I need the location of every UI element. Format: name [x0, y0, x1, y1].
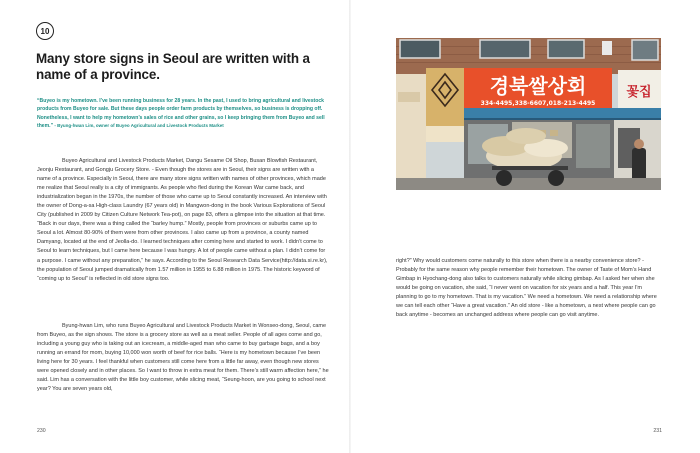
body-paragraph-2: Byung-hwan Lim, who runs Buyeo Agricultural and Livestock Products Market in Wonseo-dong, Seoul, came from Buyeo, as the sign shows. The store is a grocery store as well as a meat seller. People of all ages come and go, including a young guy who is taking out an icecream, a middle-aged man who came to buy garbage bags, and a boy running an errand for mom, buying 10,000 won worth of beef for rice balls. “Here is my hometown because I’ve been living here for 30 years. I feel thankful when customers still come here from a little far away, even though new stores were opened closely and in other places. So I want to throw in extra meat for them. There’s still warm affection here,” he said. Lim has a conversation with the little boy customer, while slicing meat, “Seung-hoon, are you going to school next year? You are seven years old,: [37, 323, 329, 393]
pull-quote: [37, 97, 327, 131]
sign-phone-numbers: 334-4495,338-6607,018-213-4495: [480, 100, 596, 107]
storefront-photo: [396, 38, 661, 190]
chapter-headline: Many store signs in Seoul are written with a name of a province.: [36, 51, 310, 82]
body-paragraph-1: Buyeo Agricultural and Livestock Products Market, Dangu Sesame Oil Shop, Busan Blowfish Restaurant, Jeonju Restaurant, and Gongju Grocery Store. - Even though the stores are in Seoul, their signs are written with a name of a province. Especially in Seoul, there are many store signs written with names of other provinces, which made me realize that Seoul really is a city of immigrants. As people who fled during the Korean War came back, and industrialization began in the 1970s, the number of those who came up to Seoul constantly increased. An interview with the owner of Dong-a-sa High-class Laundry (67 years old) in Mangwon-dong in the book Various Explorations of Seoul City (published in 2009 by Citizen Culture Network Tea-pot), on page 83, offers a glimpse into the situation at that time. “Back in our days, there was a thing called the “barley hump.” Mostly, people from provinces or suburbs came up to Seoul a lot. Almost 80-90% of them were from other provinces. I also came up from a province, a county named Damyang, located at the end of Jeolla-do. I learned techniques after coming here and started to work. I didn’t come to Seoul to learn techniques, but I came here because I was hungry. A lot of people came without a plan. I didn’t come for a purpose. I came without any preparation,” he says. According to the Seoul Research Data Service(http://data.si.re.kr), the population of Seoul jumped dramatically from 1.57 million in 1955 to 6.88 million in 1975. The historic keyword of “coming up to Seoul” is reflected in old store signs too.: [37, 158, 328, 282]
body-paragraph-right: right?” Why would customers come naturally to this store when there is a nearby convenience store? - Probably for the same reason why people remember their hometown. The owner of Taste of Mom’s Hand Gimbap in Hyochang-dong also talks to customers naturally while slicing gimbap. As I asked her when she would be going on vacation, she said, “I never went on vacation for six years and a half. This year I’m planning to go to my hometown. That is my vacation.” We need a hometown. We need a relationship where we can tell each other “Have a great vacation.” An old store - like a hometown, a nest where people can go back anytime - becomes an unchanged address where people can go visit anytime.: [396, 258, 657, 319]
pull-quote-text: “Buyeo is my hometown. I’ve been running business for 28 years. In the past, I used to bring agricultural and livestock products from Buyeo for sale. But these days people order farm products by themselves, so business is dropping off. Nonetheless, I want to help my hometown’s sales of rice and other grains, so I keep bringing them from Buyeo and sell them.”: [37, 98, 325, 130]
page-number-left: 230: [37, 428, 46, 434]
side-sign: 꽃집: [626, 85, 652, 100]
pull-quote-attribution: - Byung-hwan Lim, owner of Buyeo Agricultural and Livestock Products Market: [53, 123, 224, 129]
main-store-sign: 경북쌀상회: [489, 74, 587, 98]
page-number-right: 231: [653, 428, 662, 434]
left-page: [0, 0, 349, 453]
chapter-number-badge: 10: [36, 22, 54, 40]
right-page: [351, 0, 700, 453]
